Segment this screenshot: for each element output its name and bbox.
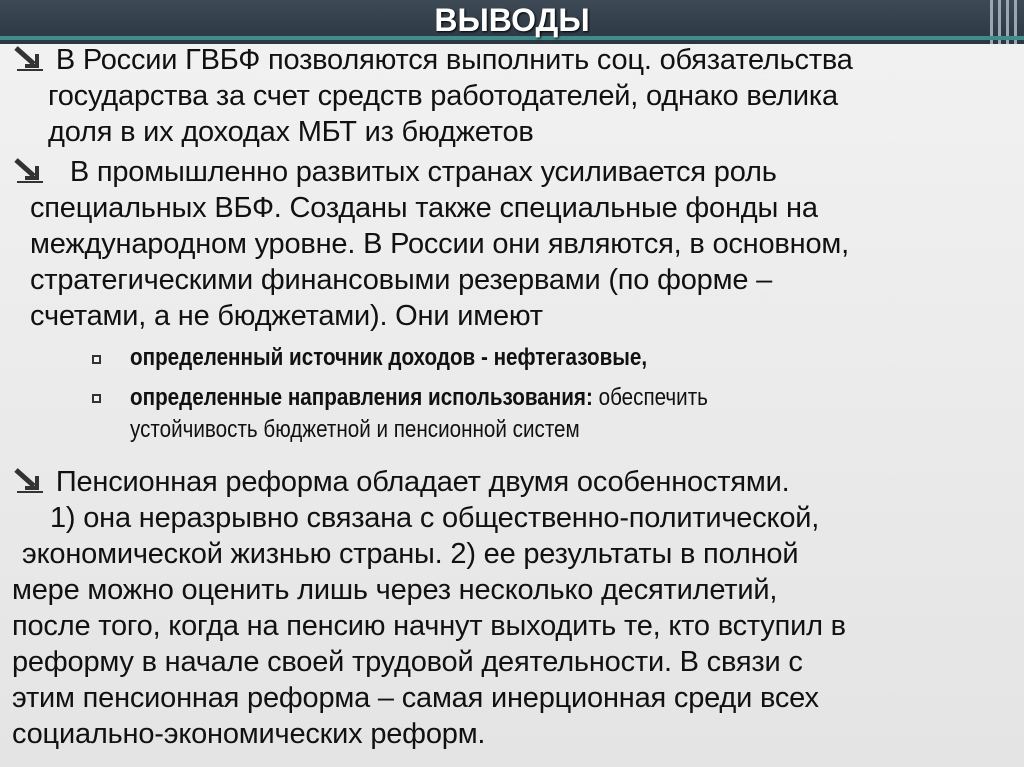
paragraph-line: мере можно оценить лишь через несколько десятилетий, [12, 574, 778, 606]
sub-bullet-bold-text: определенные направления использования: [130, 384, 593, 411]
paragraph-line [12, 464, 846, 500]
conclusion-paragraph-1 [12, 42, 853, 150]
slide-title: ВЫВОДЫ [434, 2, 590, 38]
paragraph-line: государства за счет средств работодателей, однако велика [48, 80, 838, 112]
paragraph-line: 1) она неразрывно связана с общественно-политической, [50, 502, 820, 534]
sub-bullet-normal-text: обеспечить [592, 384, 708, 411]
arrow-down-right-icon [12, 466, 48, 494]
paragraph-text: В промышленно развитых странах усиливается роль [69, 156, 777, 188]
paragraph-line: специальных ВБФ. Созданы также специальные фонды на [30, 192, 818, 224]
sub-bullet-1 [130, 342, 647, 374]
paragraph-line: реформу в начале своей трудовой деятельности. В связи с [12, 646, 803, 678]
sub-bullet-2 [130, 382, 708, 446]
arrow-down-right-icon [12, 44, 48, 72]
conclusion-paragraph-2 [12, 154, 849, 334]
conclusion-paragraph-3 [12, 464, 846, 752]
paragraph-text: В России ГВБФ позволяются выполнить соц. обязательства [55, 44, 853, 76]
paragraph-line: доля в их доходах МБТ из бюджетов [48, 116, 534, 148]
paragraph-text: Пенсионная реформа обладает двумя особенностями. [55, 466, 790, 498]
sub-bullet-line [130, 382, 708, 414]
paragraph-line [12, 154, 849, 190]
sub-bullet-text: определенный источник доходов - нефтегазовые, [130, 344, 648, 371]
square-bullet-icon [92, 355, 101, 364]
paragraph-line: экономической жизнью страны. 2) ее результаты в полной [22, 538, 799, 570]
paragraph-line: этим пенсионная реформа – самая инерционная среди всех [12, 682, 819, 714]
paragraph-line: после того, когда на пенсию начнут выходить те, кто вступил в [12, 610, 846, 642]
square-bullet-icon [92, 394, 101, 403]
paragraph-line: социально-экономических реформ. [12, 718, 486, 750]
arrow-down-right-icon [12, 156, 48, 184]
paragraph-line: международном уровне. В России они являются, в основном, [30, 228, 849, 260]
paragraph-line: счетами, а не бюджетами). Они имеют [30, 300, 543, 332]
paragraph-line [12, 42, 853, 78]
paragraph-line: стратегическими финансовыми резервами (по форме – [30, 264, 773, 296]
sub-bullet-line: устойчивость бюджетной и пенсионной систем [130, 416, 580, 443]
